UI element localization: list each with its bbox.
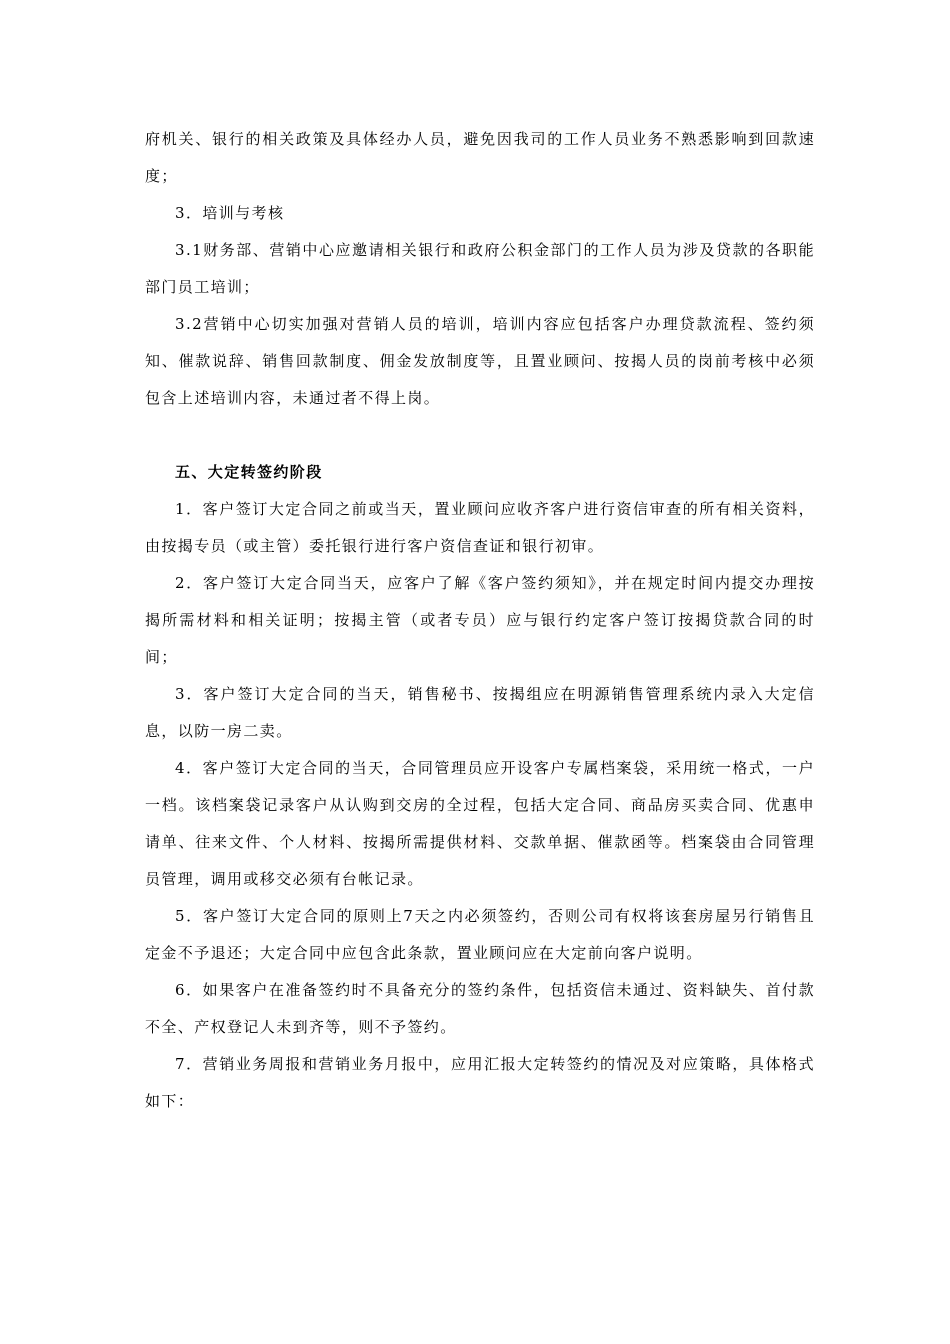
section-item-5: 5．客户签订大定合同的原则上7天之内必须签约，否则公司有权将该套房屋另行销售且定金不予退还；大定合同中应包含此条款，置业顾问应在大定前向客户说明。 bbox=[145, 907, 815, 962]
paragraph-3-2: 3.2营销中心切实加强对营销人员的培训，培训内容应包括客户办理贷款流程、签约须知、催款说辞、销售回款制度、佣金发放制度等，且置业顾问、按揭人员的岗前考核中必须包含上述培训内容，未通过者不得上岗。 bbox=[145, 315, 815, 407]
section-item-3: 3．客户签订大定合同的当天，销售秘书、按揭组应在明源销售管理系统内录入大定信息，以防一房二卖。 bbox=[145, 685, 815, 740]
section-item-1: 1．客户签订大定合同之前或当天，置业顾问应收齐客户进行资信审查的所有相关资料，由按揭专员（或主管）委托银行进行客户资信查证和银行初审。 bbox=[145, 500, 815, 555]
paragraph-3-1: 3.1财务部、营销中心应邀请相关银行和政府公积金部门的工作人员为涉及贷款的各职能部门员工培训； bbox=[145, 241, 815, 296]
section-item-2: 2．客户签订大定合同当天，应客户了解《客户签约须知》，并在规定时间内提交办理按揭所需材料和相关证明；按揭主管（或者专员）应与银行约定客户签订按揭贷款合同的时间； bbox=[145, 574, 815, 666]
section-item-7: 7．营销业务周报和营销业务月报中，应用汇报大定转签约的情况及对应策略，具体格式如下： bbox=[145, 1055, 815, 1110]
paragraph-continuation: 府机关、银行的相关政策及具体经办人员，避免因我司的工作人员业务不熟悉影响到回款速度； bbox=[145, 130, 815, 185]
section-heading: 五、大定转签约阶段 bbox=[175, 463, 323, 481]
section-item-4: 4．客户签订大定合同的当天，合同管理员应开设客户专属档案袋，采用统一格式，一户一档。该档案袋记录客户从认购到交房的全过程，包括大定合同、商品房买卖合同、优惠申请单、往来文件、个人材料、按揭所需提供材料、交款单据、催款函等。档案袋由合同管理员管理，调用或移交必须有台帐记录。 bbox=[145, 759, 815, 888]
document-page bbox=[145, 121, 815, 1120]
section-item-6: 6．如果客户在准备签约时不具备充分的签约条件，包括资信未通过、资料缺失、首付款不全、产权登记人未到齐等，则不予签约。 bbox=[145, 981, 815, 1036]
subheading-training: 3．培训与考核 bbox=[175, 204, 285, 222]
